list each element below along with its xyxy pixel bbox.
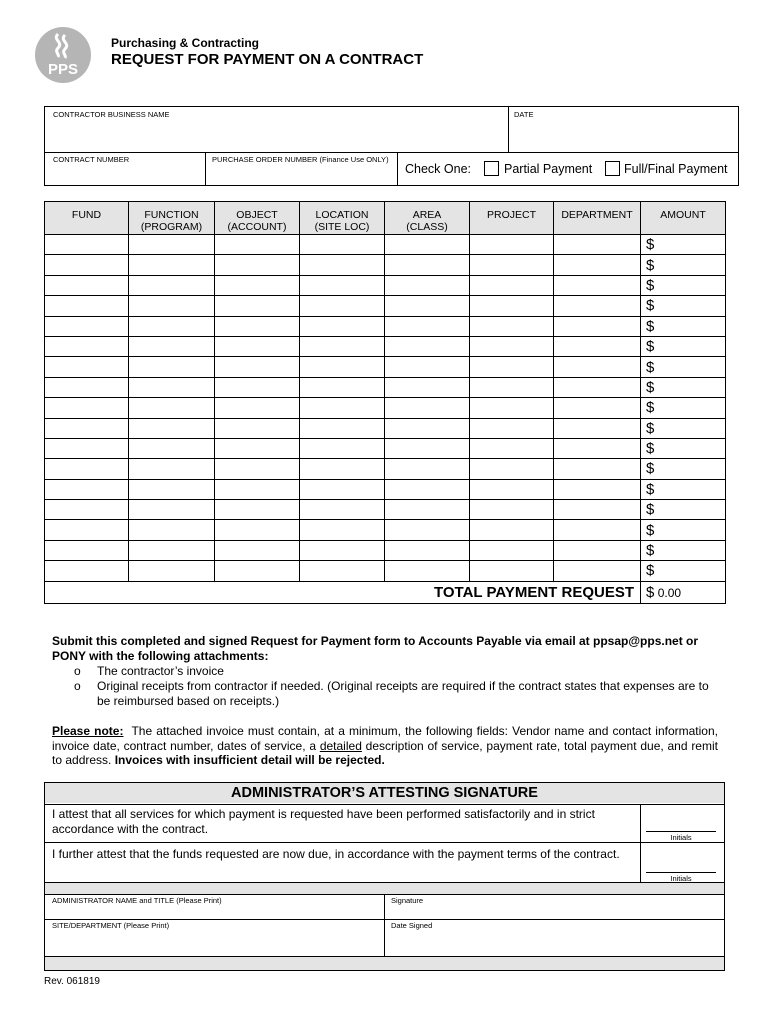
entry-cell[interactable]	[215, 418, 300, 438]
submit-instructions: Submit this completed and signed Request for Payment form to Accounts Payable via email at ppsap@pps.net or PONY with the following attachments:	[52, 634, 699, 663]
entry-cell[interactable]	[215, 275, 300, 295]
entry-cell[interactable]	[385, 438, 470, 458]
total-payment-request-label: TOTAL PAYMENT REQUEST	[45, 581, 641, 603]
entry-cell[interactable]	[45, 398, 129, 418]
entry-cell[interactable]	[300, 296, 385, 316]
entry-cell[interactable]	[129, 500, 215, 520]
entry-cell[interactable]	[45, 540, 129, 560]
entry-cell[interactable]	[215, 357, 300, 377]
amount-cell[interactable]: $	[641, 275, 726, 295]
full-final-payment-label: Full/Final Payment	[624, 162, 728, 176]
please-note-label: Please note:	[52, 724, 124, 738]
entry-cell[interactable]	[385, 377, 470, 397]
entry-cell[interactable]	[470, 255, 554, 275]
page-title: REQUEST FOR PAYMENT ON A CONTRACT	[111, 51, 424, 68]
entry-cell[interactable]	[215, 377, 300, 397]
attest-statement-funds: I further attest that the funds requested are now due, in accordance with the payment terms of the contract.	[52, 847, 620, 861]
entry-cell[interactable]	[554, 418, 641, 438]
column-header-area: AREA (CLASS)	[385, 202, 470, 235]
column-header-object: OBJECT (ACCOUNT)	[215, 202, 300, 235]
entry-cell[interactable]	[385, 520, 470, 540]
entry-cell[interactable]	[45, 418, 129, 438]
entry-cell[interactable]	[45, 255, 129, 275]
entry-cell[interactable]	[129, 336, 215, 356]
table-row	[45, 336, 726, 356]
entry-cell[interactable]	[470, 275, 554, 295]
admin-name-field[interactable]	[46, 906, 381, 918]
table-row	[45, 398, 726, 418]
entry-cell[interactable]	[470, 336, 554, 356]
partial-payment-label: Partial Payment	[504, 162, 593, 176]
column-header-project: PROJECT	[470, 202, 554, 235]
amount-cell[interactable]: $	[641, 418, 726, 438]
signature-label: Signature	[391, 896, 424, 905]
contract-number-field[interactable]	[49, 165, 201, 184]
entry-cell[interactable]	[554, 540, 641, 560]
entry-cell[interactable]	[300, 357, 385, 377]
contract-number-label: CONTRACT NUMBER	[53, 155, 130, 164]
table-row	[45, 255, 726, 275]
total-value: 0.00	[657, 585, 682, 600]
entry-cell[interactable]	[45, 275, 129, 295]
entry-cell[interactable]	[470, 520, 554, 540]
entry-cell[interactable]	[385, 500, 470, 520]
amount-cell[interactable]: $	[641, 479, 726, 499]
entry-cell[interactable]	[129, 357, 215, 377]
site-department-field[interactable]	[46, 931, 381, 953]
entry-cell[interactable]	[554, 316, 641, 336]
entry-cell[interactable]	[300, 336, 385, 356]
entry-cell[interactable]	[385, 540, 470, 560]
entry-cell[interactable]	[470, 296, 554, 316]
entry-cell[interactable]	[300, 377, 385, 397]
partial-payment-checkbox[interactable]	[484, 161, 499, 176]
amount-cell[interactable]: $	[641, 520, 726, 540]
check-one-label: Check One:	[405, 162, 472, 176]
entry-cell[interactable]	[470, 398, 554, 418]
table-row	[45, 520, 726, 540]
amount-cell[interactable]: $	[641, 459, 726, 479]
date-label: DATE	[514, 110, 534, 119]
entry-cell[interactable]	[554, 255, 641, 275]
entry-cell[interactable]	[554, 438, 641, 458]
column-header-function: FUNCTION (PROGRAM)	[129, 202, 215, 235]
total-row	[45, 581, 726, 603]
entry-cell[interactable]	[215, 459, 300, 479]
entry-cell[interactable]	[215, 336, 300, 356]
po-number-label: PURCHASE ORDER NUMBER (Finance Use ONLY)	[212, 155, 389, 164]
entry-cell[interactable]	[385, 296, 470, 316]
entry-cell[interactable]	[554, 479, 641, 499]
table-row	[45, 418, 726, 438]
entry-cell[interactable]	[470, 235, 554, 255]
entry-cell[interactable]	[470, 438, 554, 458]
amount-cell[interactable]: $	[641, 377, 726, 397]
entry-cell[interactable]	[129, 377, 215, 397]
full-final-payment-checkbox[interactable]	[605, 161, 620, 176]
entry-cell[interactable]	[385, 357, 470, 377]
initials-label-2: Initials	[670, 874, 692, 883]
date-field[interactable]	[511, 121, 735, 149]
entry-cell[interactable]	[215, 438, 300, 458]
entry-cell[interactable]	[45, 377, 129, 397]
amount-cell[interactable]: $	[641, 561, 726, 581]
initials-line-2[interactable]	[646, 872, 716, 873]
entry-cell[interactable]	[554, 275, 641, 295]
department-name: Purchasing & Contracting	[111, 36, 260, 50]
entry-cell[interactable]	[554, 520, 641, 540]
entry-cell[interactable]	[470, 357, 554, 377]
entry-cell[interactable]	[300, 540, 385, 560]
amount-cell[interactable]: $	[641, 357, 726, 377]
entry-cell[interactable]	[385, 459, 470, 479]
attachment-item-1: The contractor’s invoice	[97, 664, 224, 678]
table-row	[45, 296, 726, 316]
entry-cell[interactable]	[385, 561, 470, 581]
amount-cell[interactable]: $	[641, 438, 726, 458]
entry-cell[interactable]	[129, 418, 215, 438]
entry-cell[interactable]	[129, 316, 215, 336]
rejection-warning: Invoices with insufficient detail will be rejected.	[114, 753, 385, 768]
amount-cell[interactable]: $	[641, 255, 726, 275]
entry-cell[interactable]	[300, 520, 385, 540]
entry-cell[interactable]	[300, 500, 385, 520]
entry-cell[interactable]	[129, 561, 215, 581]
entry-cell[interactable]	[385, 398, 470, 418]
entry-cell[interactable]	[554, 377, 641, 397]
attachment-bullet-1: o	[74, 664, 81, 678]
entry-cell[interactable]	[554, 357, 641, 377]
table-row	[45, 479, 726, 499]
entry-cell[interactable]	[215, 540, 300, 560]
amount-cell[interactable]: $	[641, 296, 726, 316]
amount-cell[interactable]: $	[641, 235, 726, 255]
entry-cell[interactable]	[129, 438, 215, 458]
entry-cell[interactable]	[554, 336, 641, 356]
entry-cell[interactable]	[470, 459, 554, 479]
entry-cell[interactable]	[45, 438, 129, 458]
entry-cell[interactable]	[129, 459, 215, 479]
pps-logo	[34, 26, 92, 84]
table-row	[45, 275, 726, 295]
table-row	[45, 540, 726, 560]
entry-cell[interactable]	[215, 316, 300, 336]
amount-cell[interactable]: $	[641, 540, 726, 560]
amount-cell[interactable]: $	[641, 500, 726, 520]
entry-cell[interactable]	[300, 418, 385, 438]
entry-cell[interactable]	[385, 275, 470, 295]
attachment-item-2: Original receipts from contractor if needed. (Original receipts are required if the contract states that expenses are to be reimbursed based on receipts.)	[97, 679, 709, 708]
total-currency-symbol: $	[646, 583, 655, 601]
entry-cell[interactable]	[129, 255, 215, 275]
table-row	[45, 438, 726, 458]
column-header-location: LOCATION (SITE LOC)	[300, 202, 385, 235]
amount-cell[interactable]: $	[641, 316, 726, 336]
entry-cell[interactable]	[45, 316, 129, 336]
entry-cell[interactable]	[45, 561, 129, 581]
signature-field[interactable]	[386, 906, 721, 918]
entry-cell[interactable]	[129, 296, 215, 316]
attest-statement-services: I attest that all services for which payment is requested have been performed satisfactorily and in strict accordance with the contract.	[52, 807, 595, 836]
entry-cell[interactable]	[554, 398, 641, 418]
entry-cell[interactable]	[470, 377, 554, 397]
entry-cell[interactable]	[45, 479, 129, 499]
entry-cell[interactable]	[385, 418, 470, 438]
entry-cell[interactable]	[45, 235, 129, 255]
entry-cell[interactable]	[45, 336, 129, 356]
entry-cell[interactable]	[129, 540, 215, 560]
entry-cell[interactable]	[300, 275, 385, 295]
column-header-amount: AMOUNT	[641, 202, 726, 235]
entry-cell[interactable]	[215, 561, 300, 581]
entry-cell[interactable]	[215, 296, 300, 316]
site-department-label: SITE/DEPARTMENT (Please Print)	[52, 921, 170, 930]
entry-cell[interactable]	[385, 336, 470, 356]
table-row	[45, 316, 726, 336]
payment-lines-table	[44, 201, 726, 604]
logo-text: PPS	[47, 61, 79, 78]
entry-cell[interactable]	[129, 479, 215, 499]
entry-cell[interactable]	[554, 459, 641, 479]
entry-cell[interactable]	[129, 398, 215, 418]
entry-cell[interactable]	[300, 459, 385, 479]
column-header-fund: FUND	[45, 202, 129, 235]
entry-cell[interactable]	[45, 500, 129, 520]
entry-cell[interactable]	[45, 296, 129, 316]
table-row	[45, 561, 726, 581]
initials-line-1[interactable]	[646, 831, 716, 832]
invoice-requirements-note: Please note: The attached invoice must contain, at a minimum, the following fields: Vendor name and contact information, invoice date, contract number, dates of service, a detailed description of service, payment rate, total payment due, and remit to address. Invoices with insufficient detail will be rejected.	[52, 724, 718, 768]
entry-cell[interactable]	[470, 479, 554, 499]
entry-cell[interactable]	[45, 357, 129, 377]
entry-cell[interactable]	[215, 235, 300, 255]
entry-cell[interactable]	[470, 418, 554, 438]
table-row	[45, 459, 726, 479]
entry-cell[interactable]	[385, 479, 470, 499]
entry-cell[interactable]	[300, 316, 385, 336]
entry-cell[interactable]	[300, 479, 385, 499]
entry-cell[interactable]	[470, 500, 554, 520]
contractor-business-name-field[interactable]	[49, 121, 505, 149]
column-header-department: DEPARTMENT	[554, 202, 641, 235]
date-signed-label: Date Signed	[391, 921, 433, 930]
entry-cell[interactable]	[554, 561, 641, 581]
table-row	[45, 500, 726, 520]
amount-cell[interactable]: $	[641, 336, 726, 356]
po-number-field[interactable]	[209, 165, 394, 184]
entry-cell[interactable]	[215, 255, 300, 275]
table-row	[45, 235, 726, 255]
revision-number: Rev. 061819	[44, 976, 100, 987]
attest-section-title: ADMINISTRATOR’S ATTESTING SIGNATURE	[45, 783, 724, 803]
total-amount	[641, 581, 726, 603]
contractor-business-name-label: CONTRACTOR BUSINESS NAME	[53, 110, 170, 119]
table-row	[45, 357, 726, 377]
date-signed-field[interactable]	[386, 931, 721, 953]
entry-cell[interactable]	[129, 520, 215, 540]
table-header-row	[45, 202, 726, 235]
entry-cell[interactable]	[215, 479, 300, 499]
entry-cell[interactable]	[300, 398, 385, 418]
entry-cell[interactable]	[215, 398, 300, 418]
entry-cell[interactable]	[129, 235, 215, 255]
entry-cell[interactable]	[300, 438, 385, 458]
entry-cell[interactable]	[470, 316, 554, 336]
entry-cell[interactable]	[300, 255, 385, 275]
initials-label-1: Initials	[670, 833, 692, 842]
attachment-bullet-2: o	[74, 679, 81, 693]
entry-cell[interactable]	[300, 235, 385, 255]
entry-cell[interactable]	[385, 235, 470, 255]
entry-cell[interactable]	[215, 520, 300, 540]
entry-cell[interactable]	[470, 561, 554, 581]
entry-cell[interactable]	[554, 500, 641, 520]
contract-info-box	[44, 106, 739, 186]
entry-cell[interactable]	[300, 561, 385, 581]
admin-name-label: ADMINISTRATOR NAME and TITLE (Please Print)	[52, 896, 222, 905]
entry-cell[interactable]	[385, 255, 470, 275]
amount-cell[interactable]: $	[641, 398, 726, 418]
entry-cell[interactable]	[215, 500, 300, 520]
entry-cell[interactable]	[45, 520, 129, 540]
table-row	[45, 377, 726, 397]
entry-cell[interactable]	[554, 296, 641, 316]
detailed-word: detailed	[319, 738, 362, 753]
entry-cell[interactable]	[554, 235, 641, 255]
entry-cell[interactable]	[45, 459, 129, 479]
entry-cell[interactable]	[129, 275, 215, 295]
entry-cell[interactable]	[470, 540, 554, 560]
entry-cell[interactable]	[385, 316, 470, 336]
